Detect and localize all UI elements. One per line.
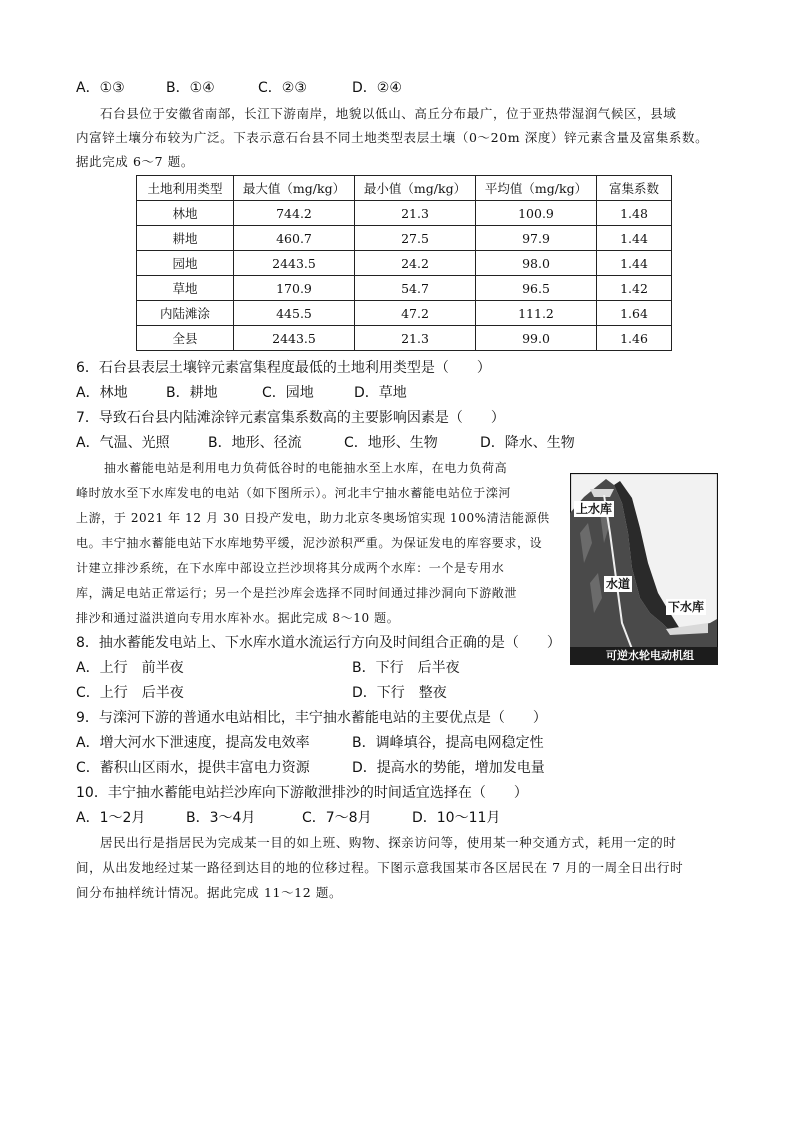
table-cell: 24.2	[355, 251, 476, 276]
pumped-storage-diagram	[570, 473, 718, 665]
q6-stem: 6．石台县表层土壤锌元素富集程度最低的土地利用类型是（ ）	[76, 360, 491, 376]
q7-option-b[interactable]: B．地形、径流	[208, 435, 302, 451]
table-cell: 1.64	[597, 301, 672, 326]
table-cell: 1.46	[597, 326, 672, 351]
q5-option-c[interactable]: C．②③	[258, 80, 307, 96]
q9-option-b[interactable]: B．调峰填谷，提高电网稳定性	[352, 735, 544, 751]
intro-8-10-line-1: 抽水蓄能电站是利用电力负荷低谷时的电能抽水至上水库，在电力负荷高	[104, 461, 508, 475]
table-cell: 内陆滩涂	[137, 301, 234, 326]
q6-option-d[interactable]: D．草地	[354, 385, 407, 401]
table-cell: 1.48	[597, 201, 672, 226]
upper-reservoir-label: 上水库	[576, 502, 613, 516]
q5-option-a[interactable]: A．①③	[76, 80, 125, 96]
table-cell: 54.7	[355, 276, 476, 301]
table-cell: 96.5	[476, 276, 597, 301]
table-header: 富集系数	[597, 176, 672, 201]
q9-stem: 9．与滦河下游的普通水电站相比，丰宁抽水蓄能电站的主要优点是（ ）	[76, 710, 547, 726]
intro-6-7-line-1: 石台县位于安徽省南部，长江下游南岸，地貌以低山、高丘分布最广，位于亚热带湿润气候区，县域	[100, 106, 677, 121]
table-header-row	[137, 176, 672, 201]
table-cell: 445.5	[234, 301, 355, 326]
table-row	[137, 301, 672, 326]
intro-8-10-line-4: 电。丰宁抽水蓄能电站下水库地势平缓，泥沙淤积严重。为保证发电的库容要求，设	[76, 536, 543, 550]
q10-option-a[interactable]: A．1～2月	[76, 810, 146, 826]
q7-option-c[interactable]: C．地形、生物	[344, 435, 438, 451]
intro-11-12-line-2: 间，从出发地经过某一路径到达目的地的位移过程。下图示意我国某市各区居民在 7 月的一周全日出行时	[76, 860, 684, 875]
q5-option-b[interactable]: B．①④	[166, 80, 215, 96]
intro-8-10-line-5: 计建立排沙系统，在下水库中部设立拦沙坝将其分成两个水库：一个是专用水	[76, 561, 505, 575]
table-cell: 草地	[137, 276, 234, 301]
table-cell: 27.5	[355, 226, 476, 251]
table-header: 最小值（mg/kg）	[355, 176, 476, 201]
table-cell: 2443.5	[234, 251, 355, 276]
table-cell: 111.2	[476, 301, 597, 326]
q8-option-b[interactable]: B．下行 后半夜	[352, 660, 460, 676]
q8-option-a[interactable]: A．上行 前半夜	[76, 660, 184, 676]
intro-11-12-line-3: 间分布抽样统计情况。据此完成 11～12 题。	[76, 885, 343, 900]
intro-6-7-line-2: 内富锌土壤分布较为广泛。下表示意石台县不同土地类型表层土壤（0～20m 深度）锌元素含量及富集系数。	[76, 130, 709, 145]
table-row	[137, 276, 672, 301]
table-cell: 98.0	[476, 251, 597, 276]
table-cell: 21.3	[355, 201, 476, 226]
q8-option-d[interactable]: D．下行 整夜	[352, 685, 447, 701]
table-cell: 耕地	[137, 226, 234, 251]
zinc-table	[136, 175, 672, 351]
q8-stem: 8．抽水蓄能发电站上、下水库水道水流运行方向及时间组合正确的是（ ）	[76, 635, 561, 651]
table-cell: 1.42	[597, 276, 672, 301]
intro-8-10-line-3: 上游，于 2021 年 12 月 30 日投产发电，助力北京冬奥场馆实现 100%清洁能源供	[76, 511, 550, 525]
table-cell: 744.2	[234, 201, 355, 226]
table-row	[137, 251, 672, 276]
q6-option-a[interactable]: A．林地	[76, 385, 128, 401]
table-row	[137, 326, 672, 351]
q10-stem: 10．丰宁抽水蓄能电站拦沙库向下游敞泄排沙的时间适宜选择在（ ）	[76, 785, 528, 801]
table-cell: 21.3	[355, 326, 476, 351]
table-header: 平均值（mg/kg）	[476, 176, 597, 201]
table-cell: 园地	[137, 251, 234, 276]
table-cell: 全县	[137, 326, 234, 351]
table-row	[137, 226, 672, 251]
table-cell: 林地	[137, 201, 234, 226]
lower-reservoir-label: 下水库	[668, 600, 705, 614]
q6-option-c[interactable]: C．园地	[262, 385, 314, 401]
q7-stem: 7．导致石台县内陆滩涂锌元素富集系数高的主要影响因素是（ ）	[76, 410, 505, 426]
q10-option-d[interactable]: D．10～11月	[412, 810, 501, 826]
q10-option-b[interactable]: B．3～4月	[186, 810, 256, 826]
table-cell: 1.44	[597, 226, 672, 251]
q9-option-a[interactable]: A．增大河水下泄速度，提高发电效率	[76, 735, 310, 751]
channel-label: 水道	[606, 577, 631, 591]
table-row	[137, 201, 672, 226]
table-cell: 99.0	[476, 326, 597, 351]
table-cell: 170.9	[234, 276, 355, 301]
q9-option-d[interactable]: D．提高水的势能，增加发电量	[352, 760, 545, 776]
table-header: 土地利用类型	[137, 176, 234, 201]
table-cell: 47.2	[355, 301, 476, 326]
q6-option-b[interactable]: B．耕地	[166, 385, 218, 401]
q10-option-c[interactable]: C．7～8月	[302, 810, 372, 826]
intro-11-12-line-1: 居民出行是指居民为完成某一目的如上班、购物、探亲访问等，使用某一种交通方式，耗用一定的时	[100, 835, 677, 850]
q7-option-a[interactable]: A．气温、光照	[76, 435, 170, 451]
q5-option-d[interactable]: D．②④	[352, 80, 402, 96]
table-cell: 2443.5	[234, 326, 355, 351]
table-cell: 100.9	[476, 201, 597, 226]
q7-option-d[interactable]: D．降水、生物	[480, 435, 575, 451]
table-cell: 460.7	[234, 226, 355, 251]
intro-6-7-line-3: 据此完成 6～7 题。	[76, 154, 194, 169]
q8-option-c[interactable]: C．上行 后半夜	[76, 685, 184, 701]
q9-option-c[interactable]: C．蓄积山区雨水，提供丰富电力资源	[76, 760, 310, 776]
table-cell: 1.44	[597, 251, 672, 276]
turbine-label: 可逆水轮电动机组	[606, 649, 694, 662]
intro-8-10-line-2: 峰时放水至下水库发电的电站（如下图所示）。河北丰宁抽水蓄能电站位于滦河	[76, 486, 512, 500]
intro-8-10-line-7: 排沙和通过溢洪道向专用水库补水。据此完成 8～10 题。	[76, 611, 400, 625]
table-cell: 97.9	[476, 226, 597, 251]
table-header: 最大值（mg/kg）	[234, 176, 355, 201]
intro-8-10-line-6: 库，满足电站正常运行；另一个是拦沙库会选择不同时间通过排沙洞向下游敞泄	[76, 586, 518, 600]
